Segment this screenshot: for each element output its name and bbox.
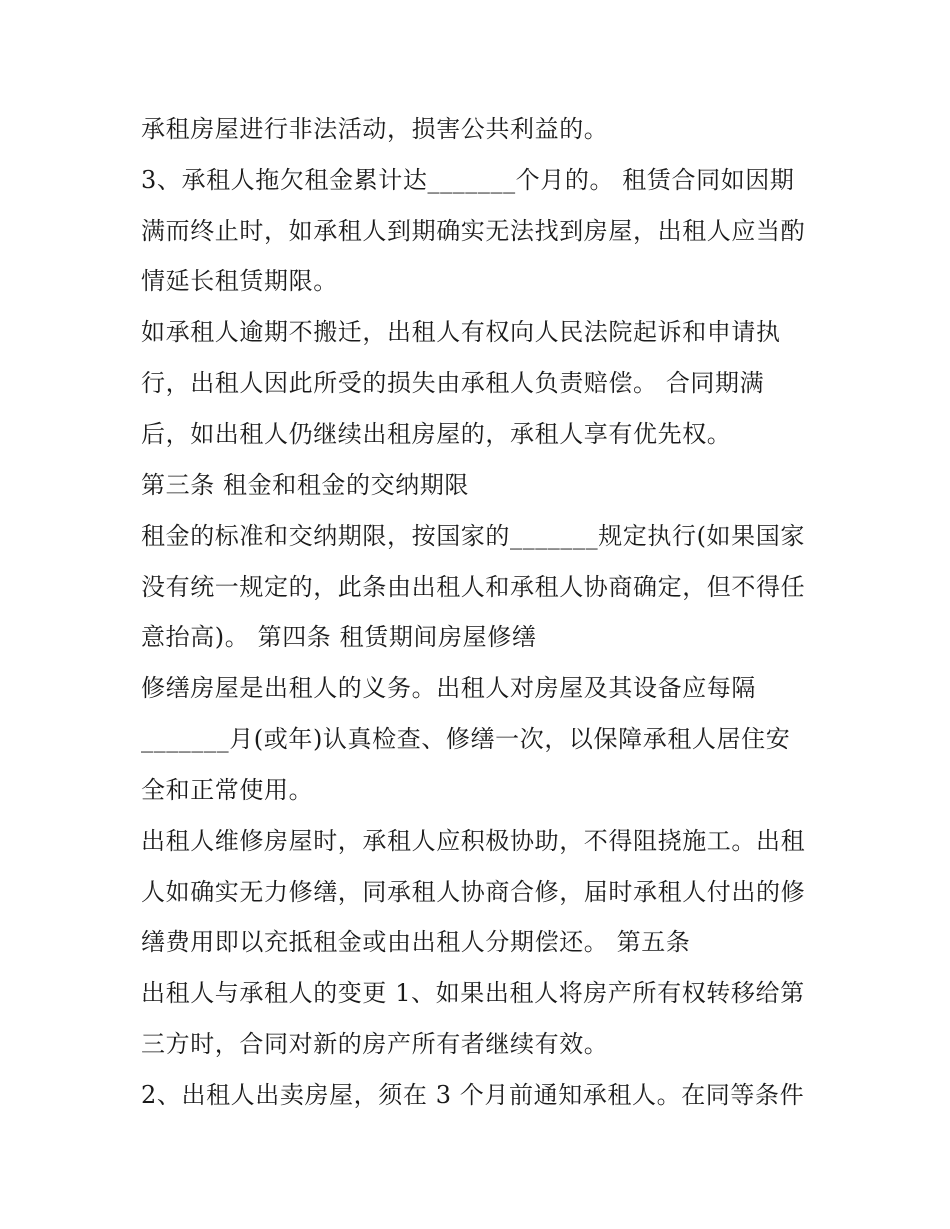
text-line: 2、出租人出卖房屋，须在 3 个月前通知承租人。在同等条件 xyxy=(141,1081,805,1109)
text-line: 意抬高)。 第四条 租赁期间房屋修缮 xyxy=(141,623,537,651)
text-line: 缮费用即以充抵租金或由出租人分期偿还。 第五条 xyxy=(141,928,691,956)
text-line: 情延长租赁期限。 xyxy=(141,267,338,295)
text-line: 出租人与承租人的变更 1、如果出租人将房产所有权转移给第 xyxy=(141,979,805,1007)
text-line: 出租人维修房屋时，承租人应积极协助，不得阻挠施工。出租 xyxy=(141,827,806,855)
text-line: _______月(或年)认真检查、修缮一次，以保障承租人居住安 xyxy=(141,725,791,753)
text-line: 承租房屋进行非法活动，损害公共利益的。 xyxy=(141,115,609,143)
section-heading: 第三条 租金和租金的交纳期限 xyxy=(141,471,470,499)
text-line: 三方时，合同对新的房产所有者继续有效。 xyxy=(141,1030,609,1058)
text-line: 后，如出租人仍继续出租房屋的，承租人享有优先权。 xyxy=(141,420,732,448)
text-line: 行，出租人因此所受的损失由承租人负责赔偿。 合同期满 xyxy=(141,369,765,397)
text-line: 3、承租人拖欠租金累计达_______个月的。 租赁合同如因期 xyxy=(141,166,795,194)
text-line: 修缮房屋是出租人的义务。出租人对房屋及其设备应每隔 xyxy=(141,674,756,702)
text-line: 如承租人逾期不搬迁，出租人有权向人民法院起诉和申请执 xyxy=(141,318,781,346)
text-line: 没有统一规定的，此条由出租人和承租人协商确定，但不得任 xyxy=(141,573,806,601)
text-line: 租金的标准和交纳期限，按国家的_______规定执行(如果国家 xyxy=(141,522,805,550)
text-line: 满而终止时，如承租人到期确实无法找到房屋，出租人应当酌 xyxy=(141,217,806,245)
text-line: 人如确实无力修缮，同承租人协商合修，届时承租人付出的修 xyxy=(141,878,806,906)
text-line: 全和正常使用。 xyxy=(141,776,314,804)
